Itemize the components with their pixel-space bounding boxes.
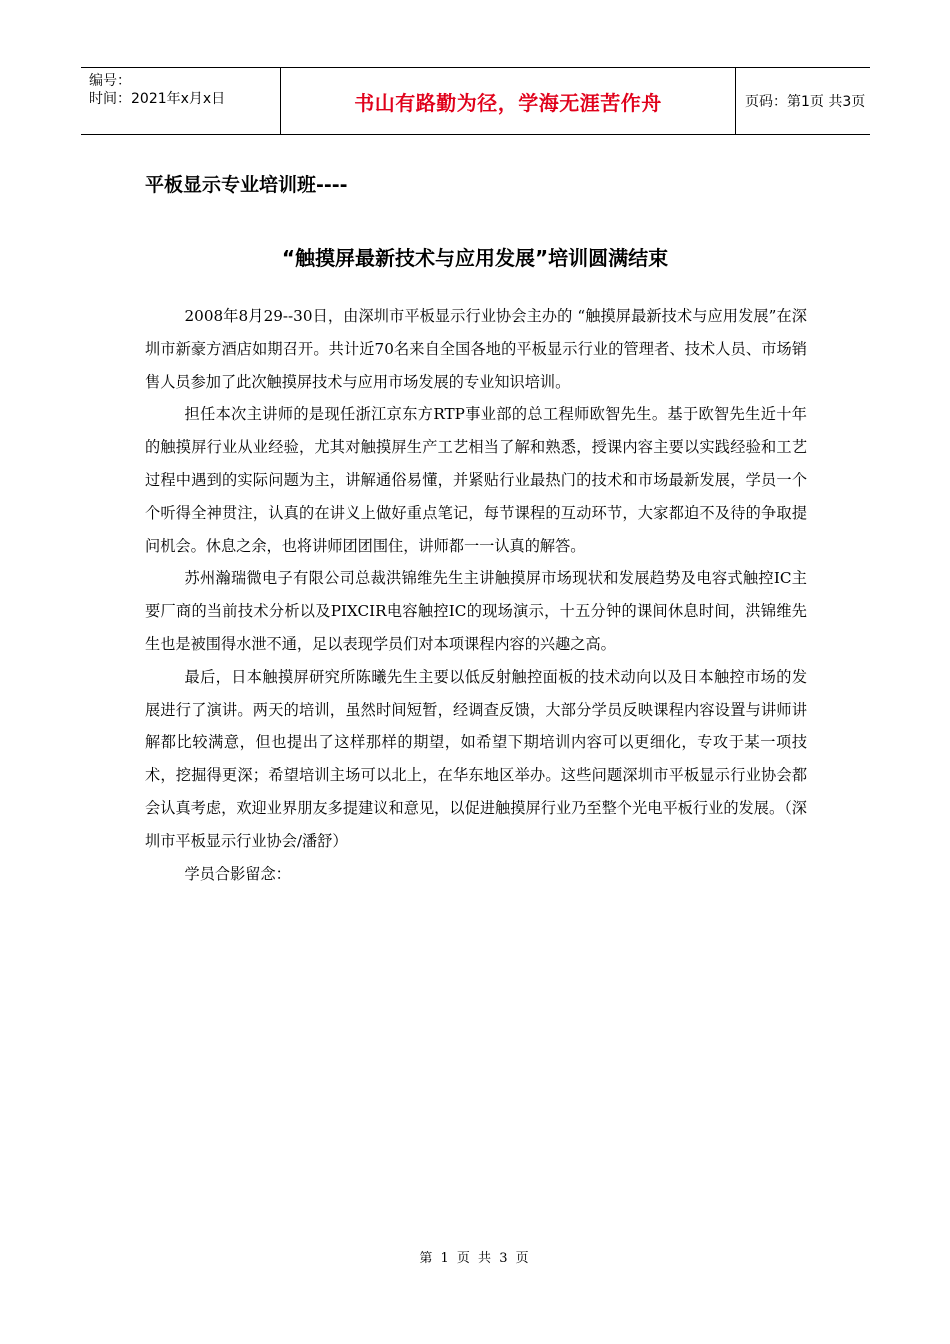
header-meta bbox=[81, 68, 281, 134]
photo-caption: 学员合影留念： bbox=[184, 864, 291, 883]
article-body bbox=[145, 300, 807, 890]
date-label: 时间：2021年x月x日 bbox=[89, 91, 226, 107]
page-info: 页码：第1页 共3页 bbox=[745, 94, 866, 110]
page-footer: 第 1 页 共 3 页 bbox=[419, 1251, 531, 1266]
number-label: 编号： bbox=[89, 73, 131, 89]
paragraph: 最后，日本触摸屏研究所陈曦先生主要以低反射触控面板的技术动向以及日本触控市场的发展进行了演讲。两天的培训，虽然时间短暂，经调查反馈，大部分学员反映课程内容设置与讲师讲解都比较满意，但也提出了这样那样的期望，如希望下期培训内容可以更细化，专攻于某一项技术，挖掘得更深；希望培训主场可以北上，在华东地区举办。这些问题深圳市平板显示行业协会都会认真考虑，欢迎业界朋友多提建议和意见，以促进触摸屏行业乃至整个光电平板行业的发展。（深圳市平板显示行业协会/潘舒） bbox=[145, 667, 807, 850]
document-header bbox=[81, 67, 870, 135]
page-title: “触摸屏最新技术与应用发展”培训圆满结束 bbox=[281, 246, 669, 270]
motto-text: 书山有路勤为径，学海无涯苦作舟 bbox=[354, 90, 662, 115]
paragraph: 苏州瀚瑞微电子有限公司总裁洪锦维先生主讲触摸屏市场现状和发展趋势及电容式触控IC主要厂商的当前技术分析以及PIXCIR电容触控IC的现场演示，十五分钟的课间休息时间，洪锦维先生也是被围得水泄不通，足以表现学员们对本项课程内容的兴趣之高。 bbox=[145, 569, 807, 653]
paragraph: 2008年8月29--30日，由深圳市平板显示行业协会主办的 “触摸屏最新技术与应用发展”在深圳市新豪方酒店如期召开。共计近70名来自全国各地的平板显示行业的管理者、技术人员、市场销售人员参加了此次触摸屏技术与应用市场发展的专业知识培训。 bbox=[145, 307, 807, 391]
header-page-cell bbox=[736, 68, 870, 134]
paragraph: 担任本次主讲师的是现任浙江京东方RTP事业部的总工程师欧智先生。基于欧智先生近十年的触摸屏行业从业经验，尤其对触摸屏生产工艺相当了解和熟悉，授课内容主要以实践经验和工艺过程中遇到的实际问题为主，讲解通俗易懂，并紧贴行业最热门的技术和市场最新发展，学员一个个听得全神贯注，认真的在讲义上做好重点笔记，每节课程的互动环节，大家都迫不及待的争取提问机会。休息之余，也将讲师团团围住，讲师都一一认真的解答。 bbox=[145, 405, 807, 555]
kicker-heading: 平板显示专业培训班---- bbox=[145, 174, 348, 196]
header-motto-cell bbox=[281, 68, 736, 134]
